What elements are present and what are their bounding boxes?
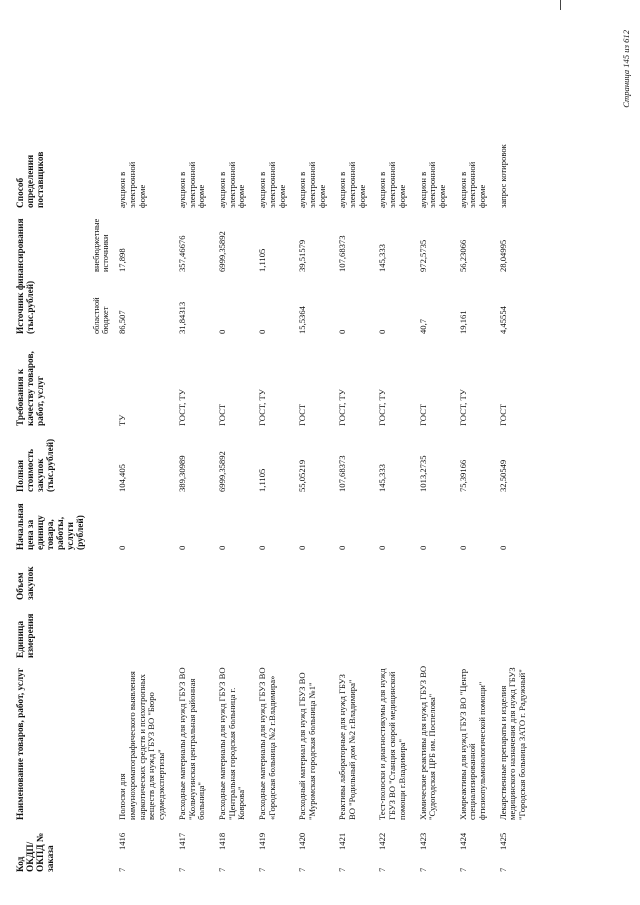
header-financing: Источник финансирования (тыс.рублей) [16,218,37,334]
row-unit [332,603,372,661]
row-number: 1417 [176,832,187,850]
table-row [453,141,493,875]
row-requirements: ГОСТ [417,403,428,426]
row-name: Расходные материалы для нужд ГБУЗ ВО «Городская больница №2 г.Владимира» [257,667,277,820]
row-name: Лекарственные препараты и изделия медицинского назначения для нужд ГБУЗ "Городская больница ЗАТО г. Радужный" [497,667,528,820]
row-volume [212,553,252,603]
header-unit: Единица измерения [16,613,37,658]
row-number: 1423 [417,832,428,850]
table-row [112,141,172,875]
row-name: Химреактивы для нужд ГБУЗ ВО "Центр специализированной фтизиопульмонологической помощи" [457,668,488,820]
row-number: 1416 [117,832,128,850]
row-code: 7 [297,867,308,872]
row-volume [493,553,533,603]
row-unit [172,603,212,661]
row-method: запрос котировок [497,144,508,208]
row-extra-budget: 972,5735 [417,239,428,272]
row-unit [453,603,493,661]
row-total-cost: 104,405 [117,464,128,492]
row-volume [252,553,292,603]
row-requirements: ГОСТ [217,403,227,426]
table-row [292,141,332,875]
row-name: Полоски для иммунохроматографического выявления наркотических средств и психотропных веществ для нужд ГБУЗ ВО "Бюро судмедэкспертизы" [117,671,167,820]
row-unit [212,603,252,661]
row-method: аукцион в электронной форме [257,161,287,208]
row-requirements: ГОСТ, ТУ [257,389,268,426]
row-number: 1419 [257,832,268,850]
row-code: 7 [497,867,508,872]
row-volume [112,553,172,603]
row-name: Расходный материал для нужд ГБУЗ ВО "Муромская городская больница №1" [297,672,317,820]
row-unit [413,603,453,661]
row-number: 1424 [457,832,468,850]
row-unit-price: 0 [257,545,268,550]
row-requirements: ГОСТ [297,403,308,426]
header-method: Способ определения поставщиков [16,151,47,208]
row-number: 1421 [337,832,348,850]
row-regional-budget: 0 [257,329,268,334]
row-unit [372,603,412,661]
row-unit-price: 0 [377,545,388,550]
row-code: 7 [217,867,227,872]
row-requirements: ТУ [117,414,128,426]
row-extra-budget: 1,1105 [257,248,268,272]
row-total-cost: 55,05219 [297,459,308,492]
row-code: 7 [257,867,268,872]
page-number: Страница 145 из 612 [621,30,631,108]
row-unit-price: 0 [457,545,468,550]
header-unit-price: Начальная цена за единицу товара, работы, услуги (рублей) [16,503,87,550]
header-volume: Объем закупок [16,566,37,600]
row-method: аукцион в электронной форме [117,161,147,208]
row-requirements: ГОСТ, ТУ [176,389,187,426]
row-volume [332,553,372,603]
row-volume [292,553,332,603]
row-unit-price: 0 [337,545,348,550]
row-unit-price: 0 [297,545,308,550]
row-total-cost: 107,68373 [337,455,348,492]
row-regional-budget: 0 [337,329,348,334]
row-unit-price: 0 [217,545,227,550]
row-method: аукцион в электронной форме [217,161,247,208]
table-row [252,141,292,875]
row-extra-budget: 39,51579 [297,239,308,272]
row-volume [413,553,453,603]
row-requirements: ГОСТ, ТУ [457,389,468,426]
row-unit [493,603,533,661]
row-code: 7 [457,867,468,872]
row-extra-budget: 17,898 [117,248,128,272]
row-regional-budget: 31,84313 [176,301,187,334]
header-name: Наименование товаров, работ, услуг [16,667,26,820]
row-name: Расходные материалы для нужд ГБУЗ ВО "Центральная городская больница г. Коврова" [217,667,247,820]
row-name: Тест-полоски и диагностикумы для нужд ГБУЗ ВО "Станция скорой медицинской помощи г.Владимира" [377,668,407,820]
row-name: Химические реактивы для нужд ГБУЗ ВО "Судогодская ЦРБ им. Поспелова" [417,665,438,820]
row-requirements: ГОСТ, ТУ [337,389,348,426]
table-row [413,141,453,875]
scan-mark [560,0,561,10]
row-method: аукцион в электронной форме [337,161,367,208]
procurement-table [14,141,533,875]
row-unit-price: 0 [497,545,508,550]
row-name: Реактивы лабораторные для нужд ГБУЗ ВО "Родильный дом №2 г.Владимира" [337,674,358,820]
row-unit-price: 0 [117,545,128,550]
row-regional-budget: 86,507 [117,310,128,334]
row-unit-price: 0 [176,545,187,550]
table-row [212,141,252,875]
row-regional-budget: 0 [377,329,388,334]
header-requirements: Требования к качеству товаров, работ, услуг [16,351,47,426]
row-total-cost: 1013,2735 [417,455,428,492]
row-regional-budget: 40,7 [417,318,428,334]
row-volume [453,553,493,603]
row-code: 7 [176,867,187,872]
row-total-cost: 145,333 [377,464,388,492]
row-volume [372,553,412,603]
row-extra-budget: 107,68373 [337,235,348,272]
row-requirements: ГОСТ, ТУ [377,389,388,426]
row-number: 1422 [377,832,388,850]
row-number: 1418 [217,832,227,850]
row-extra-budget: 28,04995 [497,239,508,272]
row-number: 1425 [497,832,508,850]
table-row [372,141,412,875]
header-code: Код ОКДП/ ОКПД № заказа [16,832,57,872]
row-code: 7 [377,867,388,872]
row-total-cost: 6999,35892 [217,451,227,492]
row-code: 7 [417,867,428,872]
row-regional-budget: 19,161 [457,310,468,334]
table-row [332,141,372,875]
row-method: аукцион в электронной форме [297,161,327,208]
row-code: 7 [117,867,128,872]
row-total-cost: 75,39166 [457,459,468,492]
row-regional-budget: 4,45554 [497,306,508,334]
row-extra-budget: 6999,35892 [217,231,227,272]
row-extra-budget: 56,23066 [457,239,468,272]
header-total-cost: Полная стоимость закупок (тыс.рублей) [16,438,57,492]
row-code: 7 [337,867,348,872]
row-method: аукцион в электронной форме [417,161,447,208]
row-extra-budget: 357,46676 [176,235,187,272]
row-method: аукцион в электронной форме [457,161,488,208]
row-volume [172,553,212,603]
row-unit-price: 0 [417,545,428,550]
row-total-cost: 1,1105 [257,468,268,492]
row-unit [112,603,172,661]
header-financing-regional: областной бюджет [92,297,111,334]
header-financing-extra: внебюджетные источники [92,218,111,272]
row-requirements: ГОСТ [497,403,508,426]
row-extra-budget: 145,333 [377,244,388,272]
row-method: аукцион в электронной форме [176,161,207,208]
row-total-cost: 32,50549 [497,459,508,492]
row-unit [252,603,292,661]
table-row [493,141,533,875]
row-method: аукцион в электронной форме [377,161,407,208]
row-name: Расходные материалы для нужд ГБУЗ ВО "Кольчугинская центральная районная больница" [176,667,207,820]
row-total-cost: 389,30989 [176,455,187,492]
row-unit [292,603,332,661]
row-number: 1420 [297,832,308,850]
row-regional-budget: 0 [217,329,227,334]
table-row [172,141,212,875]
row-regional-budget: 15,5364 [297,306,308,334]
